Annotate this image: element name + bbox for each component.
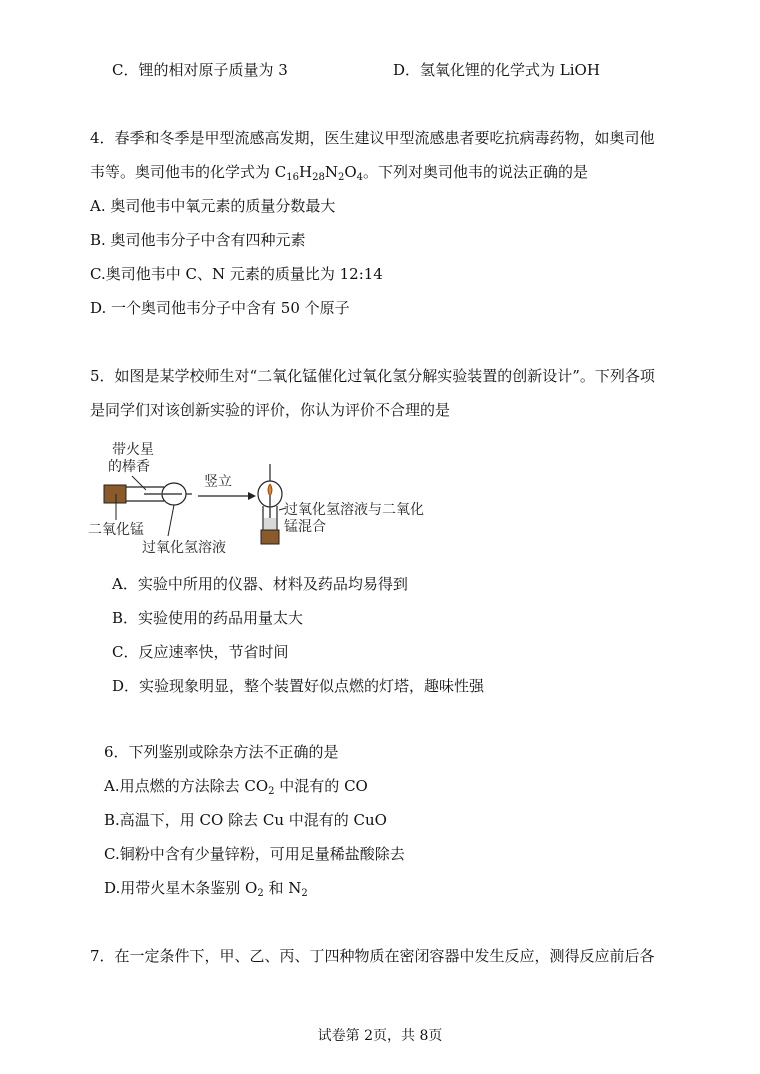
- rubber-stopper-left: [104, 485, 126, 503]
- flame-icon: [268, 484, 272, 496]
- q6-stem: 6．下列鉴别或除杂方法不正确的是: [104, 743, 339, 761]
- figure-label-splint-2: 的棒香: [108, 459, 150, 475]
- q6-option-b: B.高温下，用 CO 除去 Cu 中混有的 CuO: [104, 811, 387, 829]
- liquid-mixture: [264, 518, 276, 530]
- pointer-h2o2: [168, 505, 174, 536]
- arrow-head-icon: [248, 492, 256, 500]
- figure-label-arrow: 竖立: [204, 474, 232, 490]
- rubber-stopper-bottom: [261, 530, 279, 544]
- q6-option-c: C.铜粉中含有少量锌粉，可用足量稀盐酸除去: [104, 845, 405, 863]
- q4-stem-line1: 4．春季和冬季是甲型流感高发期，医生建议甲型流感患者要吃抗病毒药物，如奥司他: [90, 129, 655, 147]
- q4-stem-line2: 韦等。奥司他韦的化学式为 $C_{16}H_{28}N_2O_4$。下列对奥司他韦的说法正确的是: [90, 163, 589, 183]
- vertical-apparatus: [258, 464, 286, 544]
- q5-stem-line2: 是同学们对该创新实验的评价，你认为评价不合理的是: [90, 401, 451, 419]
- page-footer: 试卷第 2页，共 8页: [317, 1028, 443, 1044]
- figure-label-h2o2: 过氧化氢溶液: [142, 540, 226, 556]
- q5-option-d: D．实验现象明显，整个装置好似点燃的灯塔，趣味性强: [112, 677, 485, 695]
- q5-stem-line1: 5．如图是某学校师生对“二氧化锰催化过氧化氢分解实验装置的创新设计”。下列各项: [90, 367, 655, 385]
- q3-option-c: C．锂的相对原子质量为 3: [112, 61, 288, 79]
- q6-option-a: A.用点燃的方法除去 $CO_2$ 中混有的 CO: [104, 777, 368, 797]
- q4-option-b: B. 奥司他韦分子中含有四种元素: [90, 231, 306, 249]
- figure-label-splint-1: 带火星: [112, 442, 154, 458]
- q4-option-a: A. 奥司他韦中氧元素的质量分数最大: [90, 197, 336, 215]
- q4-option-c: C.奥司他韦中 C、N 元素的质量比为 12:14: [90, 265, 383, 283]
- q7-stem-line1: 7．在一定条件下，甲、乙、丙、丁四种物质在密闭容器中发生反应，测得反应前后各: [90, 947, 655, 965]
- figure-label-mno2: 二氧化锰: [88, 522, 144, 538]
- q5-option-b: B．实验使用的药品用量太大: [112, 609, 304, 627]
- q6-option-d: D.用带火星木条鉴别 $O_2$ 和 $N_2$: [104, 879, 308, 899]
- experiment-figure: [86, 438, 446, 556]
- q4-option-d: D. 一个奥司他韦分子中含有 50 个原子: [90, 299, 350, 317]
- figure-label-mix-1: 过氧化氢溶液与二氧化: [284, 502, 424, 518]
- pointer-splint: [132, 476, 146, 490]
- q5-option-a: A．实验中所用的仪器、材料及药品均易得到: [112, 575, 408, 593]
- figure-label-mix-2: 锰混合: [284, 519, 326, 535]
- q5-option-c: C．反应速率快，节省时间: [112, 643, 289, 661]
- q3-option-d: D．氢氧化锂的化学式为 LiOH: [393, 61, 600, 79]
